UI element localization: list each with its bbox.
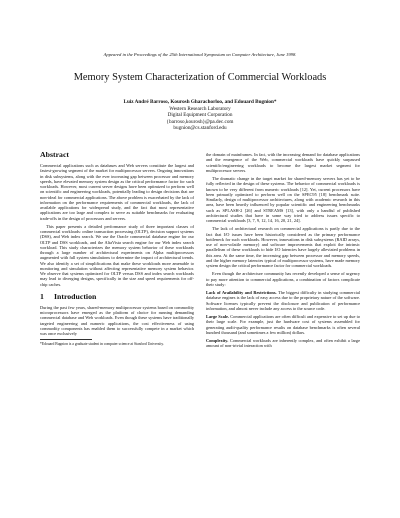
abstract-paragraph-1: Commercial applications such as databases and Web servers constitute the largest and fastest-growing segment of the market for multiprocessor servers. Ongoing innovations in disk subsystems, along with the ever increasing gap between processor and memory speeds, have elevated memory system design as the critical performance factor for such workloads. However, most current server designs have been optimized to perform well on scientific and engineering workloads, potentially leading to design decisions that are non-ideal for commercial applications. The above problem is exacerbated by the lack of information on the performance requirements of commercial workloads, the lack of available applications for widespread study, and the fact that most representative applications are too large and complex to serve as suitable benchmarks for evaluating trade-offs in the design of processors and servers. [40,163,194,221]
runin-heading: Complexity. [206,338,229,343]
venue-note: Appeared in the Proceedings of the 25th International Symposium on Computer Architecture, June 1998. [103,52,297,57]
abstract-heading: Abstract [40,150,70,159]
right-paragraph-3: The lack of architectural research on commercial applications is partly due to the fact that I/O issues have been historically considered as the primary performance bottleneck for such workloads. However, innovations in disk subsystems (RAID arrays, use of non-volatile memory) and software improvements that exploit the intrinsic parallelism of these workloads to hide I/O latencies have largely alleviated problems in this area. At the same time, the increasing gap between processor and memory speeds, and the higher memory latencies typical of multiprocessor systems, have made memory system design the critical performance factor for commercial workloads. [206,226,360,268]
section-heading-introduction [40,292,194,302]
right-paragraph-1: the domain of mainframes. In fact, with the increasing demand for database applications and the emergence of the Web, commercial workloads have quickly surpassed scientific/engineering workloads to become the largest market segment for multiprocessor servers. [206,152,360,173]
runin-text: The biggest difficulty in studying commercial database engines is the lack of easy access due to the proprietary nature of the software. Software licenses typically prevent the disclosure and publication of performance information, and almost never include any access to the source code. [206,290,360,311]
runin-text: Commercial applications are often difficult and expensive to set up due to their large scale. For example, just the hardware cost of systems assembled for generating audit-quality performance results on database benchmarks is often several hundred thousand (and sometimes a few million) dollars. [206,314,360,335]
runin-heading: Large Scale. [206,314,230,319]
intro-paragraph-1: During the past few years, shared-memory multiprocessor systems based on commodity microprocessors have emerged as the platform of choice for running demanding commercial database and Web workloads. Even though these systems have traditionally targeted engineering and numeric applications, the cost effectiveness of using commodity components has enabled them to successfully compete in a market which was once exclusively [40,304,194,336]
left-column [40,150,194,347]
section-title: Introduction [54,291,97,301]
right-paragraph-2: The dramatic change in the target market for shared-memory servers has yet to be fully reflected in the design of these systems. The behavior of commercial workloads is known to be very different from numeric workloads [12]. Yet, current processors have been primarily optimized to perform well on the SPEC95 [18] benchmark suite. Similarly, design of multiprocessor architectures, along with academic research in this area, have been heavily influenced by popular scientific and engineering benchmarks such as SPLASH-2 [26] and STREAMS [13], with only a handful of published architectural studies that have in some way tried to address issues specific to commercial workloads [3, 7, 9, 12, 14, 16, 20, 21, 24]. [206,176,360,223]
runin-text: Commercial workloads are inherently complex, and often exhibit a large amount of non-trivial interaction with [206,338,360,349]
author-emails: {barroso,kourosh}@pa.dec.com [166,118,234,125]
footnote-divider [40,339,92,340]
right-paragraph-6 [206,314,360,335]
author-email-2: bugnion@cs.stanford.edu [173,125,227,132]
runin-heading: Lack of Availability and Restrictions. [206,290,277,295]
author-names: Luiz André Barroso, Kourosh Gharachorloo, and Edouard Bugnion* [123,99,277,105]
paper-title: Memory System Characterization of Commercial Workloads [73,72,327,83]
author-block [0,99,400,132]
right-paragraph-5 [206,290,360,311]
section-number: 1 [40,291,44,301]
author-lab: Western Research Laboratory [169,105,231,112]
right-paragraph-7 [206,338,360,349]
author-org: Digital Equipment Corporation [167,112,233,119]
footnote: *Edouard Bugnion is a graduate student in computer science at Stanford University. [40,342,164,347]
right-column [206,152,360,352]
right-paragraph-4: Even though the architecture community has recently developed a sense of urgency to pay more attention to commercial applications, a combination of factors complicate their study: [206,271,360,287]
abstract-paragraph-2: This paper presents a detailed performance study of three important classes of commercial workloads: online transaction processing (OLTP), decision support systems (DSS), and Web index search. We use the Oracle commercial database engine for our OLTP and DSS workloads, and the AltaVista search engine for our Web index search workload. This study characterizes the memory system behavior of these workloads through a large number of architectural experiments on Alpha multiprocessors augmented with full system simulations to determine the impact of architectural trends. We also identify a set of simplifications that make these workloads more amenable to monitoring and simulation without affecting representative memory system behavior. We observe that systems optimized for OLTP versus DSS and index search workloads may lead to diverging designs, specifically in the size and speed requirements for off-chip caches. [40,223,194,287]
